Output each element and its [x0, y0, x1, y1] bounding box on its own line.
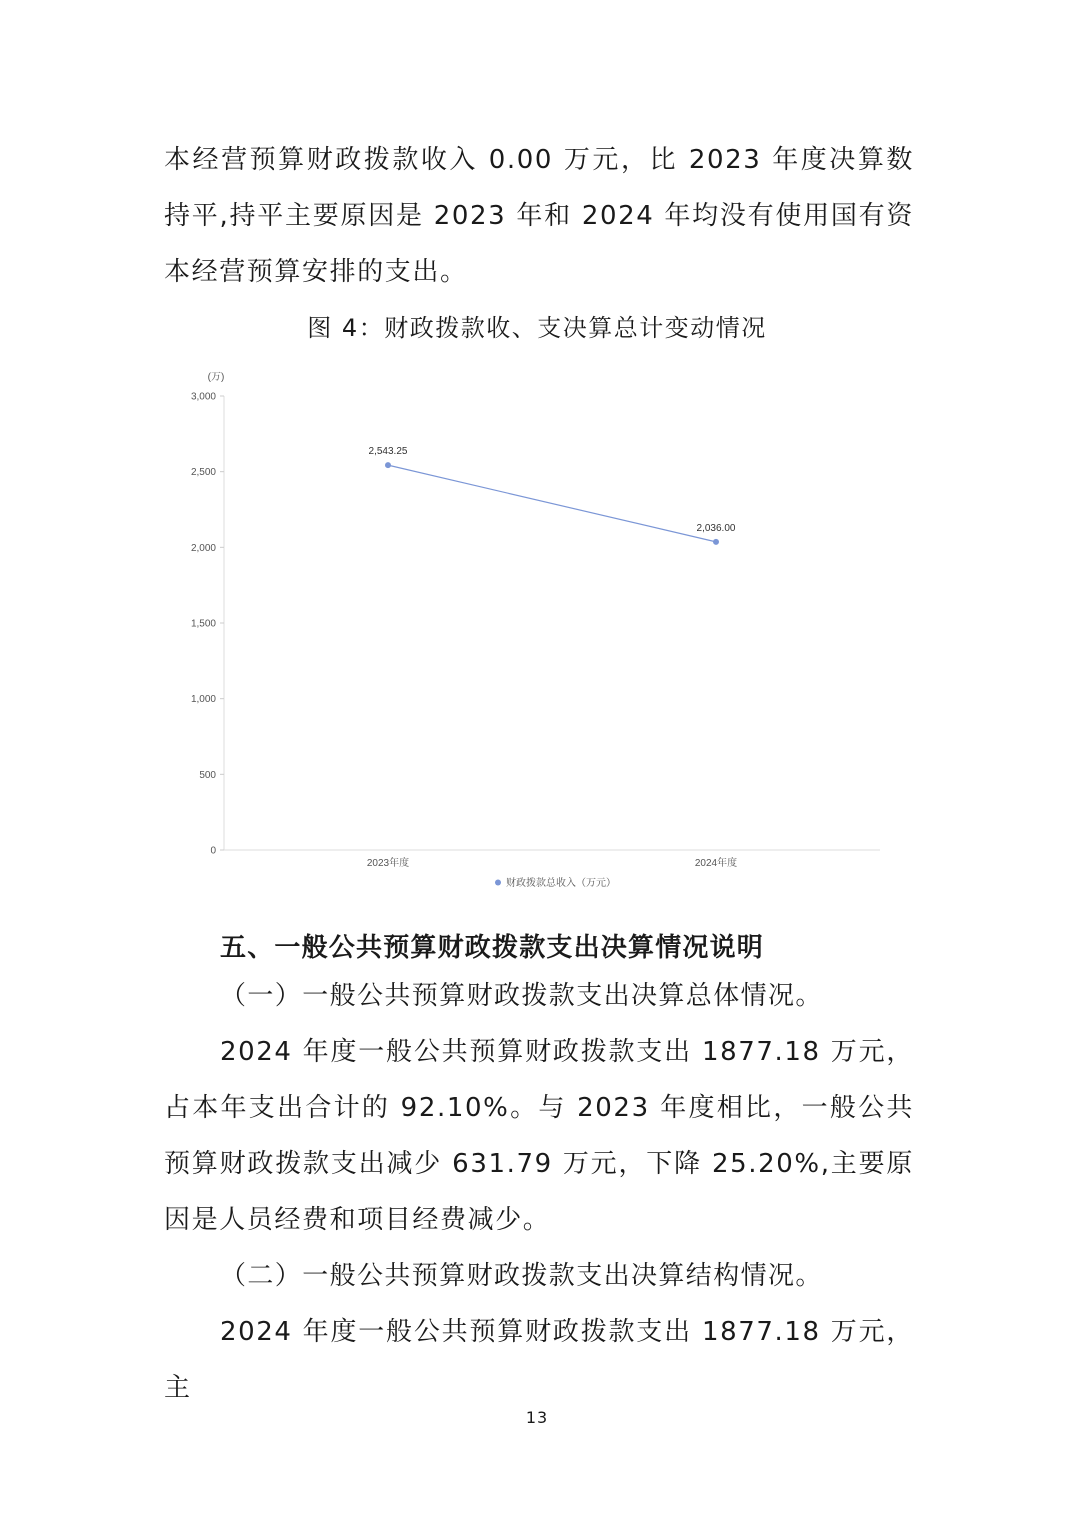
y-axis-unit-label: (万)	[207, 372, 225, 383]
paragraph-capital-budget: 本经营预算财政拨款收入 0.00 万元，比 2023 年度决算数持平,持平主要原因是 2023 年和 2024 年均没有使用国有资本经营预算安排的支出。	[164, 145, 914, 287]
paragraph-structure-expenditure: 2024 年度一般公共预算财政拨款支出 1877.18 万元，主	[164, 1317, 914, 1403]
data-point	[713, 539, 719, 545]
series-line	[388, 465, 716, 542]
chart-plot-area	[191, 371, 880, 889]
data-label: 2,543.25	[368, 446, 408, 458]
page-number: 13	[525, 1408, 549, 1427]
data-point	[385, 462, 391, 468]
y-tick-label: 2,000	[190, 542, 216, 554]
y-tick-label: 1,500	[190, 618, 216, 630]
y-tick-label: 2,500	[190, 467, 216, 479]
legend-marker	[495, 880, 501, 886]
x-tick-label: 2023年度	[366, 858, 410, 869]
y-tick-label: 0	[210, 845, 216, 857]
legend-label: 财政拨款总收入（万元）	[506, 878, 616, 889]
line-chart	[160, 362, 900, 902]
y-tick-label: 3,000	[190, 391, 216, 403]
subheading-overall: （一）一般公共预算财政拨款支出决算总体情况。	[220, 981, 823, 1011]
section-heading-five: 五、一般公共预算财政拨款支出决算情况说明	[220, 933, 765, 963]
figure-title: 图 4：财政拨款收、支决算总计变动情况	[307, 314, 767, 342]
x-tick-label: 2024年度	[694, 858, 738, 869]
y-tick-label: 500	[199, 769, 216, 781]
y-tick-label: 1,000	[190, 694, 216, 706]
data-label: 2,036.00	[696, 522, 736, 534]
subheading-structure: （二）一般公共预算财政拨款支出决算结构情况。	[220, 1261, 823, 1291]
paragraph-overall-expenditure: 2024 年度一般公共预算财政拨款支出 1877.18 万元，占本年支出合计的 92.10%。与 2023 年度相比，一般公共预算财政拨款支出减少 631.79 万元，下降 25.20%,主要原因是人员经费和项目经费减少。	[164, 1037, 914, 1235]
